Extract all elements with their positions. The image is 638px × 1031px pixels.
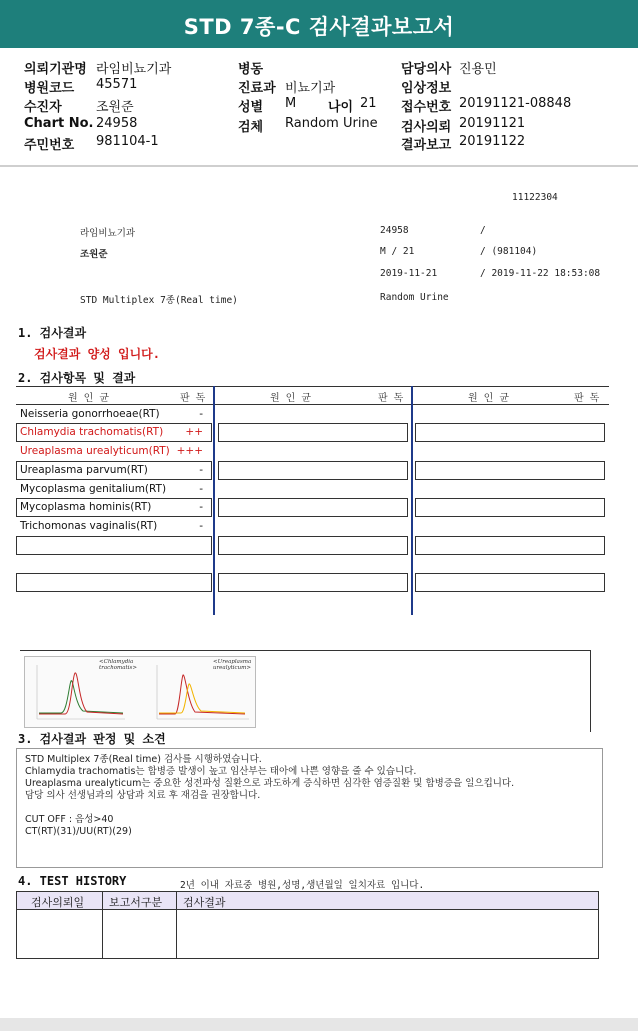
result-summary: 검사결과 양성 입니다. xyxy=(34,347,161,361)
graph-label-ureaplasma: <Ureaplasma urealyticum> xyxy=(213,659,252,671)
pathogen-name: Mycoplasma hominis(RT) xyxy=(20,501,152,513)
specimen-value: Random Urine xyxy=(285,116,378,131)
col-pathogen-3: 원 인 균 xyxy=(468,393,510,404)
receipt-label: 접수번호 xyxy=(401,100,452,115)
history-divider xyxy=(176,910,177,959)
dept-label: 진료과 xyxy=(238,81,276,96)
history-note: 2년 이내 자료중 병원,성명,생년월일 일치자료 입니다. xyxy=(180,880,425,891)
table-top-rule xyxy=(16,386,609,387)
empty-cell xyxy=(218,536,408,555)
history-col-result: 검사결과 xyxy=(177,891,598,910)
report-title: STD 7종-C 검사결과보고서 xyxy=(183,15,455,39)
judgement-value: - xyxy=(199,483,203,495)
empty-cell xyxy=(218,423,408,442)
history-col-request: 검사의뢰일 xyxy=(17,891,103,910)
chart-label: Chart No. xyxy=(24,116,94,131)
graph-label-chlamydia: <Chlamydia trachomatis> xyxy=(99,659,137,671)
section2-title: 2. 검사항목 및 결과 xyxy=(18,371,136,385)
pathogen-name: Ureaplasma urealyticum(RT) xyxy=(20,445,170,457)
header-divider xyxy=(0,165,638,167)
graph-top-rule xyxy=(20,650,590,651)
result-row xyxy=(16,480,212,499)
section1-title: 1. 검사결과 xyxy=(18,326,87,340)
info-chart: 24958 xyxy=(380,225,409,236)
section3-title: 3. 검사결과 판정 및 소견 xyxy=(18,732,166,746)
empty-cell xyxy=(16,573,212,592)
dept-value: 비뇨기과 xyxy=(285,81,336,96)
judgement-value: - xyxy=(199,520,203,532)
request-label: 검사의뢰 xyxy=(401,120,452,135)
empty-cell xyxy=(415,461,605,480)
request-value: 20191121 xyxy=(459,116,526,131)
result-row xyxy=(16,517,212,536)
col-judge-3: 판 독 xyxy=(574,393,600,404)
info-birth: / (981104) xyxy=(480,246,538,257)
remark-line: STD Multiplex 7종(Real time) 검사를 시행하였습니다. xyxy=(25,754,262,765)
result-row xyxy=(16,461,212,480)
empty-cell xyxy=(218,573,408,592)
doctor-value: 진용민 xyxy=(459,62,497,77)
empty-cell xyxy=(415,498,605,517)
judgement-value: +++ xyxy=(176,445,203,457)
receipt-value: 20191121-08848 xyxy=(459,96,572,111)
judgement-value: ++ xyxy=(185,426,203,438)
table-divider-2 xyxy=(411,386,413,615)
remark-line: 담당 의사 선생님과의 상담과 치료 후 재검을 권장합니다. xyxy=(25,790,261,801)
report-value: 20191122 xyxy=(459,134,526,149)
info-name: 조원준 xyxy=(80,249,108,260)
result-row xyxy=(16,442,212,461)
hospital-code-value: 45571 xyxy=(96,77,138,92)
pcr-graph-panel xyxy=(24,656,256,728)
doctor-label: 담당의사 xyxy=(401,62,452,77)
empty-cell xyxy=(415,573,605,592)
sex-label: 성별 xyxy=(238,100,264,115)
section4-title: 4. TEST HISTORY xyxy=(18,874,127,888)
report-label: 결과보고 xyxy=(401,138,452,153)
info-sex-age: M / 21 xyxy=(380,246,415,257)
chart-value: 24958 xyxy=(96,116,138,131)
patient-label: 수진자 xyxy=(24,100,62,115)
pathogen-name: Mycoplasma genitalium(RT) xyxy=(20,483,167,495)
specimen-label: 검체 xyxy=(238,120,264,135)
clinical-label: 임상정보 xyxy=(401,81,452,96)
col-judge-2: 판 독 xyxy=(378,393,404,404)
report-title-bar xyxy=(0,0,638,48)
institution-value: 라임비뇨기과 xyxy=(96,62,172,77)
pathogen-name: Chlamydia trachomatis(RT) xyxy=(20,426,164,438)
pathogen-name: Neisseria gonorrhoeae(RT) xyxy=(20,408,160,420)
resident-value: 981104-1 xyxy=(96,134,159,149)
empty-cell xyxy=(415,423,605,442)
remark-line: Ureaplasma urealyticum는 중요한 성전파성 질환으로 과도하게 증식하면 심각한 염증질환 및 합병증을 일으킵니다. xyxy=(25,778,515,789)
table-divider-1 xyxy=(213,386,215,615)
history-table xyxy=(16,891,599,959)
empty-cell xyxy=(16,536,212,555)
patient-value: 조원준 xyxy=(96,100,134,115)
remark-line: CUT OFF : 음성>40 xyxy=(25,814,114,825)
info-test-name: STD Multiplex 7종(Real time) xyxy=(80,295,238,306)
info-report-datetime: / 2019-11-22 18:53:08 xyxy=(480,268,601,279)
remark-line: Chlamydia trachomatis는 합병증 발생이 높고 임산부는 태아에 나쁜 영향을 줄 수 있습니다. xyxy=(25,766,417,777)
empty-cell xyxy=(218,461,408,480)
hospital-code-label: 병원코드 xyxy=(24,81,75,96)
col-pathogen-2: 원 인 균 xyxy=(270,393,312,404)
sex-value: M xyxy=(285,96,297,111)
remark-line xyxy=(25,802,594,814)
page-footer-band xyxy=(0,1018,638,1031)
info-clinic: 라임비뇨기과 xyxy=(80,228,136,239)
empty-cell xyxy=(218,498,408,517)
history-col-type: 보고서구분 xyxy=(103,891,177,910)
col-judge-1: 판 독 xyxy=(180,393,206,404)
ward-label: 병동 xyxy=(238,62,264,77)
pathogen-name: Ureaplasma parvum(RT) xyxy=(20,464,148,476)
info-specimen: Random Urine xyxy=(380,292,449,303)
empty-cell xyxy=(415,536,605,555)
pathogen-name: Trichomonas vaginalis(RT) xyxy=(20,520,158,532)
remark-box xyxy=(16,748,603,868)
col-pathogen-1: 원 인 균 xyxy=(68,393,110,404)
remark-line: CT(RT)(31)/UU(RT)(29) xyxy=(25,826,132,837)
age-label: 나이 xyxy=(328,100,354,115)
result-row xyxy=(16,498,212,517)
info-recv-date: 2019-11-21 xyxy=(380,268,438,279)
history-divider xyxy=(102,910,103,959)
graph-right-rule xyxy=(590,650,591,732)
resident-label: 주민번호 xyxy=(24,138,75,153)
age-value: 21 xyxy=(360,96,377,111)
info-slash: / xyxy=(480,225,486,236)
judgement-value: - xyxy=(199,408,203,420)
report-code: 11122304 xyxy=(512,192,558,203)
judgement-value: - xyxy=(199,464,203,476)
result-row xyxy=(16,423,212,442)
institution-label: 의뢰기관명 xyxy=(24,62,87,77)
judgement-value: - xyxy=(199,501,203,513)
result-row xyxy=(16,405,212,424)
